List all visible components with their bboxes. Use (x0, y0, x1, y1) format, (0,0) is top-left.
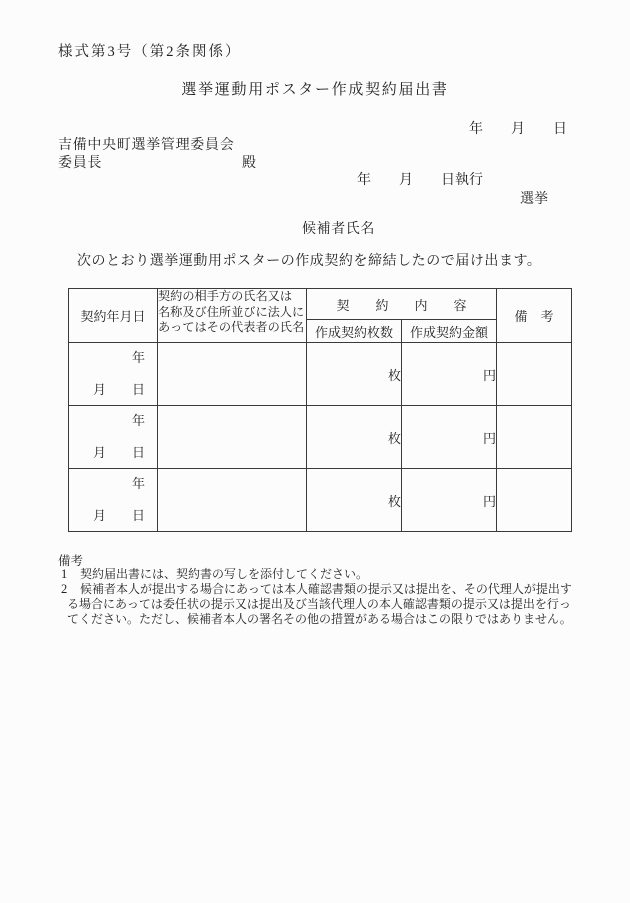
partner-cell (158, 469, 307, 532)
sheets-unit-label: 枚 (387, 367, 401, 383)
amount-unit-label: 円 (483, 430, 497, 446)
form-number: 様式第3号（第2条関係） (58, 44, 242, 60)
year-label: 年 (131, 476, 145, 491)
sheets-unit-label: 枚 (387, 493, 401, 509)
notes-heading: 備考 (58, 554, 84, 568)
contract-amount-cell (402, 343, 497, 406)
note-text-line: 契約届出書には、契約書の写しを添付してください。 (80, 567, 369, 581)
contract-table (68, 288, 572, 532)
sheet-count-cell (307, 469, 402, 532)
declaration-sentence: 次のとおり選挙運動用ポスターの作成契約を締結したので届け出ます。 (77, 254, 542, 269)
table-row (69, 469, 572, 532)
contract-date-cell (69, 406, 158, 469)
committee-name: 吉備中央町選挙管理委員会 (58, 138, 235, 153)
contract-date-cell (69, 469, 158, 532)
contract-amount-cell (402, 406, 497, 469)
execution-date-blank: 年 月 日執行 (357, 173, 483, 188)
year-label: 年 (131, 350, 145, 365)
remarks-cell (497, 406, 572, 469)
header-contract-date: 契約年月日 (69, 289, 158, 343)
header-partner (158, 289, 307, 343)
chairman-label: 委員長 (58, 156, 103, 171)
table-row (69, 406, 572, 469)
month-day-label: 月 日 (92, 508, 145, 523)
candidate-name-label: 候補者氏名 (302, 222, 375, 237)
honorific-dono: 殿 (242, 156, 256, 171)
contract-amount-cell (402, 469, 497, 532)
header-contract-content: 契 約 内 容 (307, 289, 497, 320)
page-title: 選挙運動用ポスター作成契約届出書 (181, 82, 449, 98)
header-partner-line: あってはその代表者の氏名 (158, 320, 305, 334)
submission-date-blank: 年 月 日 (469, 122, 567, 137)
remarks-cell (497, 343, 572, 406)
partner-cell (158, 343, 307, 406)
table-header-row (69, 289, 572, 320)
table-row (69, 343, 572, 406)
contract-date-cell (69, 343, 158, 406)
header-partner-line: 契約の相手方の氏名又は (158, 289, 293, 303)
sheet-count-cell (307, 343, 402, 406)
election-suffix-label: 選挙 (520, 192, 548, 207)
note-text-line: てください。ただし、候補者本人の署名その他の措置がある場合はこの限りではありません。 (67, 612, 572, 626)
note-text-line: 候補者本人が提出する場合にあっては本人確認書類の提示又は提出を、その代理人が提出す (80, 582, 572, 596)
header-sheet-count: 作成契約枚数 (307, 320, 402, 343)
header-partner-line: 名称及び住所並びに法人に (158, 304, 305, 319)
note-number: 1 (61, 567, 68, 581)
note-text-line: る場合にあっては委任状の提示又は提出及び当該代理人の本人確認書類の提示又は提出を行っ (67, 597, 571, 611)
header-contract-amount: 作成契約金額 (402, 320, 497, 343)
header-remarks: 備 考 (497, 289, 572, 343)
amount-unit-label: 円 (483, 493, 497, 509)
sheet-count-cell (307, 406, 402, 469)
sheets-unit-label: 枚 (387, 430, 401, 446)
remarks-cell (497, 469, 572, 532)
amount-unit-label: 円 (483, 367, 497, 383)
month-day-label: 月 日 (92, 445, 145, 460)
year-label: 年 (131, 413, 145, 428)
partner-cell (158, 406, 307, 469)
note-number: 2 (61, 582, 68, 596)
month-day-label: 月 日 (92, 382, 145, 397)
